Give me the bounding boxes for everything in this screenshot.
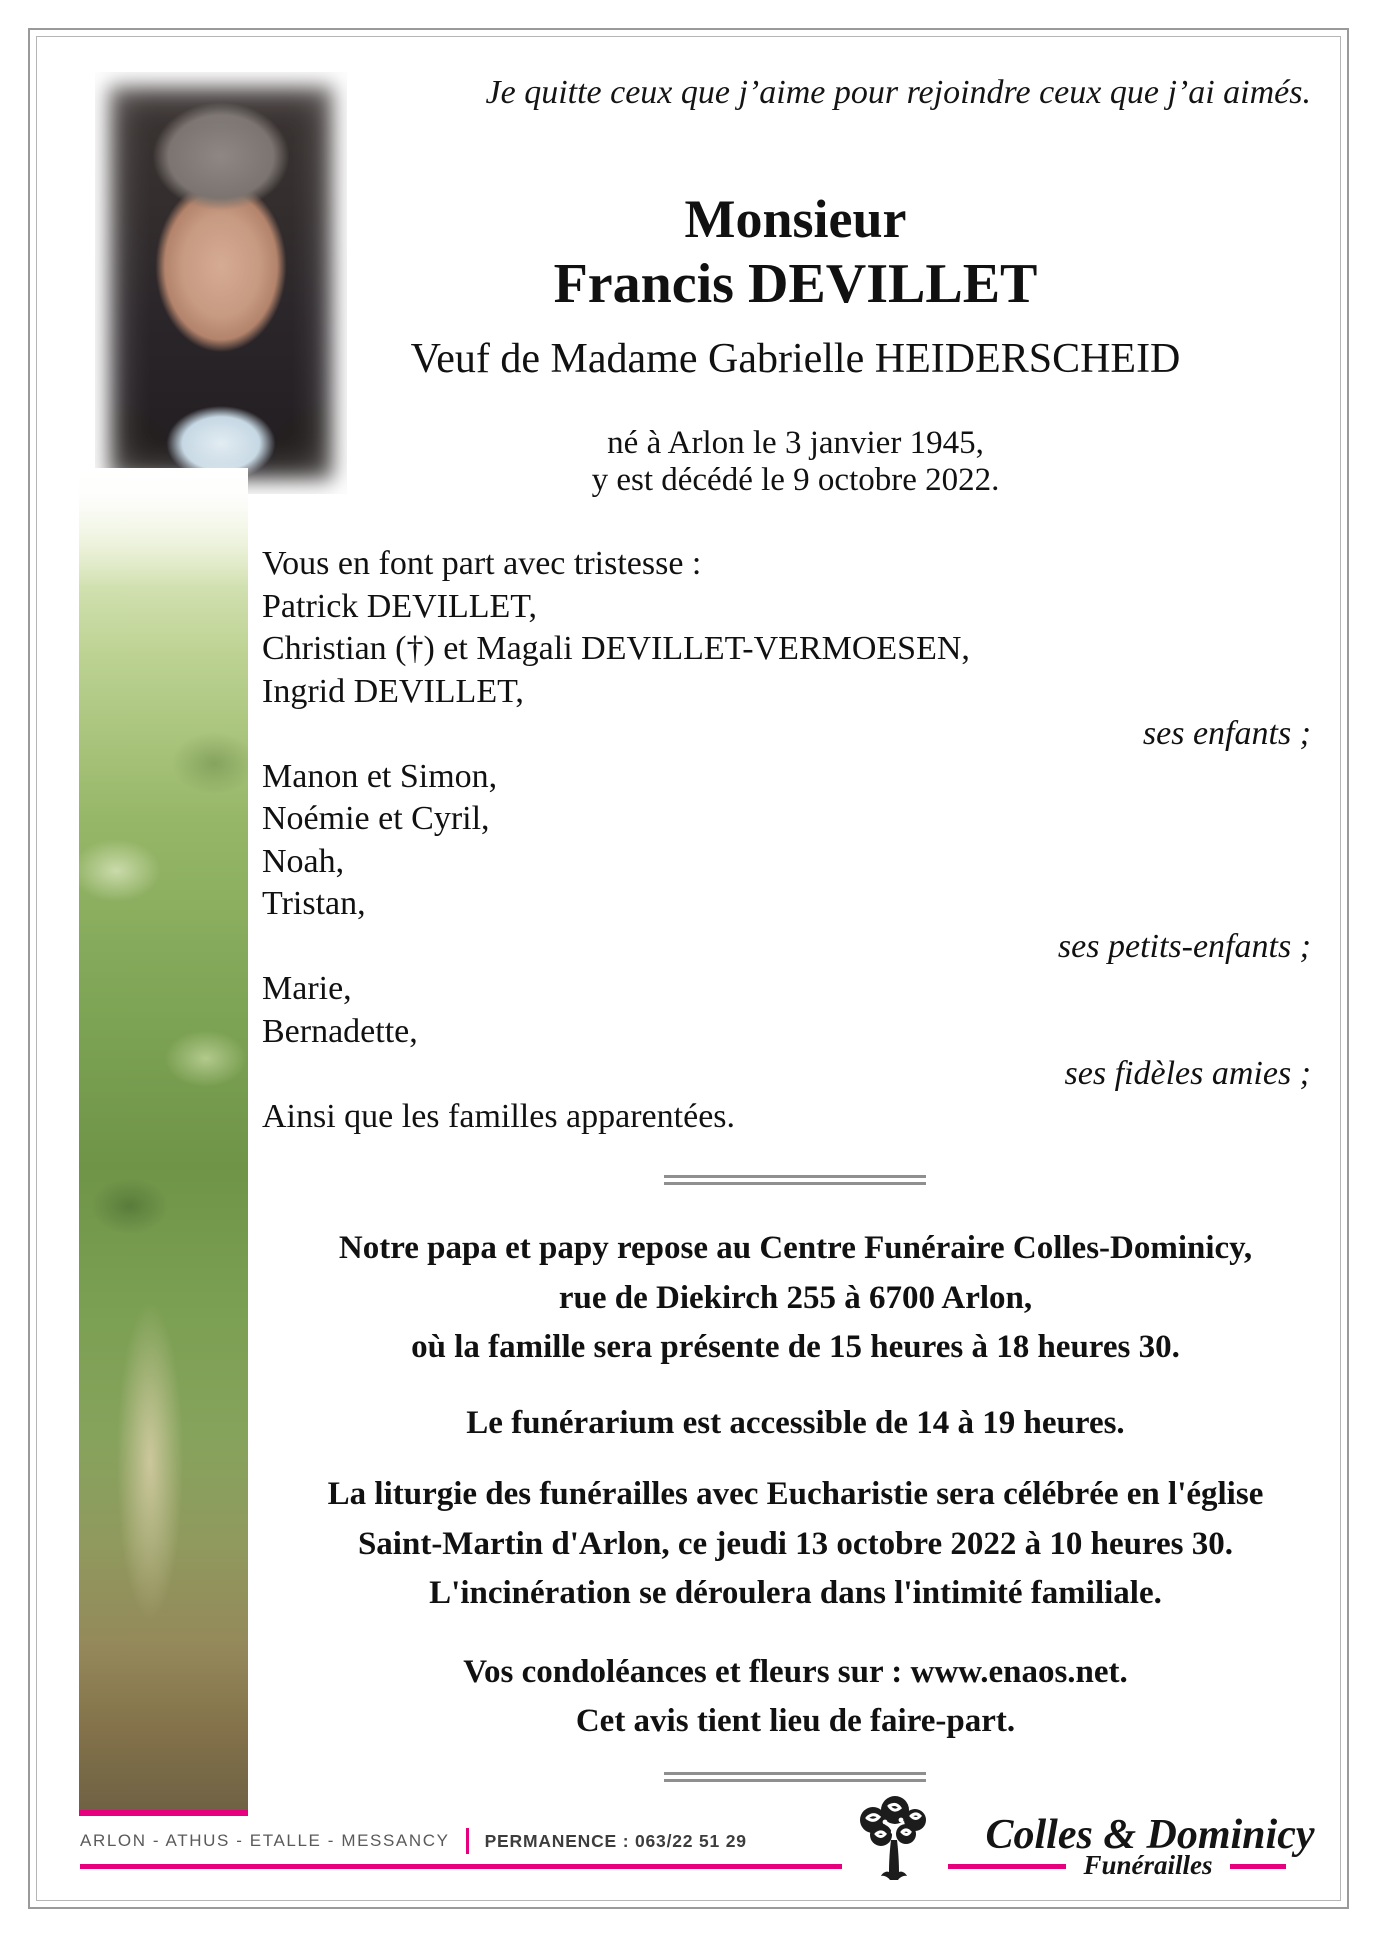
section-divider [664,1772,926,1782]
notice-line: Cet avis tient lieu de faire-part. [575,1703,1016,1739]
family-member: Tristan, [262,885,366,922]
birth-line: né à Arlon le 3 janvier 1945, [607,425,984,461]
footer-accent-line [80,1864,842,1869]
relation-label-children: ses enfants ; [1142,715,1311,752]
spouse-line: Veuf de Madame Gabrielle HEIDERSCHEID [410,336,1181,382]
title-salutation: Monsieur [684,189,907,249]
footer-accent-line [1230,1864,1286,1869]
relation-label-grandchildren: ses petits-enfants ; [1057,927,1311,965]
tree-logo-icon [843,1792,943,1884]
announcement-line: Saint-Martin d'Arlon, ce jeudi 13 octobre 2022 à 10 heures 30. [357,1526,1234,1562]
family-member: Ingrid DEVILLET, [262,672,524,710]
family-intro: Vous en font part avec tristesse : [262,545,702,582]
funeral-home-contact [80,1828,747,1854]
family-list [262,543,1311,1138]
announcement-line: La liturgie des funérailles avec Eucharistie sera célébrée en l'église [327,1476,1264,1512]
footer-separator-bar [466,1828,469,1854]
announcement-line: L'incinération se déroulera dans l'intimité familiale. [429,1575,1162,1611]
family-member: Noémie et Cyril, [262,800,490,837]
permanence-phone: PERMANENCE : 063/22 51 29 [484,1830,747,1851]
family-member: Patrick DEVILLET, [262,587,538,625]
deceased-name: Francis DEVILLET [553,253,1038,315]
announcement-line: Le funérarium est accessible de 14 à 19 heures. [466,1405,1125,1441]
announcement-line: Notre papa et papy repose au Centre Funéraire Colles-Dominicy, [338,1230,1253,1266]
family-member: Bernadette, [262,1012,418,1050]
section-divider [664,1175,926,1185]
relation-label-friends: ses fidèles amies ; [1064,1055,1311,1092]
memorial-quote: Je quitte ceux que j’aime pour rejoindre ceux que j’ai aimés. [485,74,1311,111]
announcement-line: où la famille sera présente de 15 heures à 18 heures 30. [411,1329,1180,1365]
funeral-home-cities: ARLON - ATHUS - ETALLE - MESSANCY [80,1831,450,1850]
death-line: y est décédé le 9 octobre 2022. [591,462,1000,498]
announcement-line: rue de Diekirch 255 à 6700 Arlon, [558,1280,1033,1316]
funeral-home-brand-sub: Funérailles [1083,1850,1213,1880]
family-member: Noah, [262,842,345,880]
footer-accent-line [948,1864,1066,1869]
family-member: Manon et Simon, [262,757,498,795]
family-member: Christian (†) et Magali DEVILLET-VERMOESEN, [262,630,970,667]
family-closing: Ainsi que les familles apparentées. [262,1097,736,1135]
family-member: Marie, [262,970,352,1007]
condolences-line: Vos condoléances et fleurs sur : www.enaos.net. [463,1654,1128,1690]
forest-path-photo [79,468,248,1816]
funeral-home-brand: Colles & Dominicy [985,1812,1315,1858]
